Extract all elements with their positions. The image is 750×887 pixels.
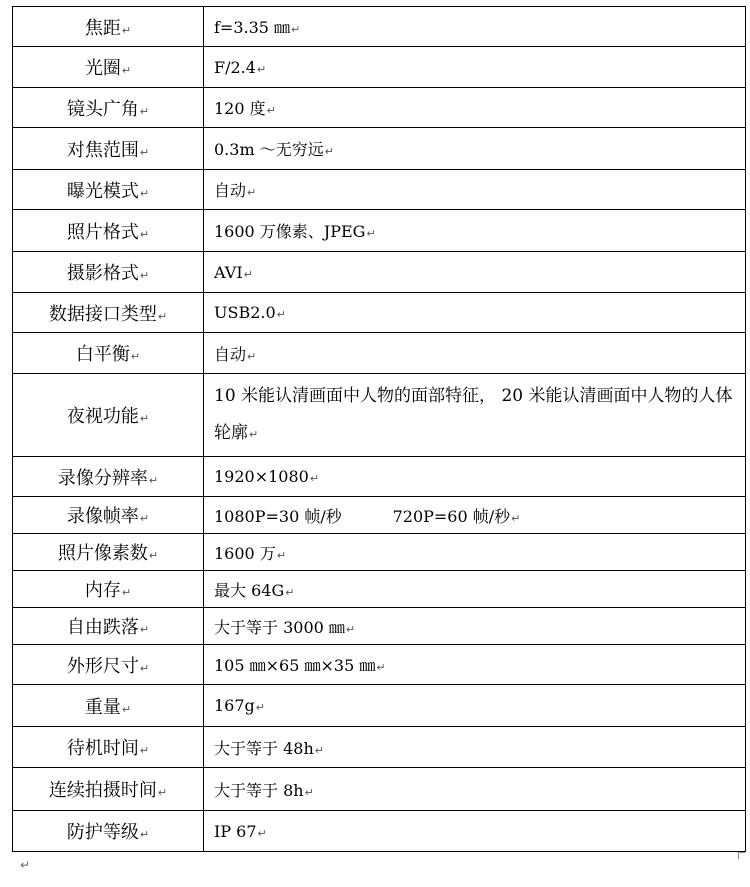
cell-end-mark: ↵ — [139, 186, 150, 200]
cell-end-mark: ↵ — [255, 701, 265, 714]
row-label: 曝光模式 — [66, 180, 139, 202]
table-row — [13, 7, 746, 47]
cell-end-mark: ↵ — [376, 661, 386, 674]
row-value: 1080P=30 帧/秒 720P=60 帧/秒 — [214, 506, 511, 526]
cell-end-mark: ↵ — [121, 702, 132, 716]
row-label-cell — [13, 47, 204, 88]
row-label: 照片像素数 — [57, 543, 148, 564]
cell-end-mark: ↵ — [314, 743, 324, 757]
table-row — [13, 170, 746, 210]
table-row — [13, 88, 746, 128]
row-value-cell — [204, 645, 746, 685]
row-label: 白平衡 — [75, 344, 130, 365]
row-value: 大于等于 3000 ㎜ — [214, 617, 345, 637]
cell-end-mark: ↵ — [345, 622, 356, 636]
row-label: 防护等级 — [66, 822, 139, 843]
cell-end-mark: ↵ — [276, 548, 287, 562]
cell-end-mark: ↵ — [139, 623, 150, 636]
row-label-cell — [13, 210, 204, 252]
row-label-cell — [13, 811, 204, 852]
cell-end-mark: ↵ — [139, 412, 150, 425]
table-row — [13, 293, 746, 333]
row-label-cell — [13, 645, 204, 685]
table-row — [13, 608, 746, 645]
row-label: 待机时间 — [66, 738, 139, 759]
row-label-cell — [13, 727, 204, 768]
row-value: 120 度 — [214, 99, 266, 118]
row-value: F/2.4 — [214, 57, 256, 77]
cell-end-mark: ↵ — [139, 145, 150, 159]
row-label: 对焦范围 — [66, 139, 139, 161]
cell-end-mark: ↵ — [121, 586, 132, 599]
row-label-cell — [13, 608, 204, 645]
cell-end-mark: ↵ — [121, 23, 132, 37]
row-value-cell — [204, 88, 746, 128]
row-value-cell — [204, 685, 746, 727]
paragraph-end-mark: ↵ — [20, 858, 31, 872]
row-label: 连续拍摄时间 — [48, 780, 157, 801]
table-row — [13, 645, 746, 685]
row-value-cell — [204, 252, 746, 293]
margin-corner-mark — [738, 852, 745, 859]
row-label: 内存 — [84, 580, 121, 601]
cell-end-mark: ↵ — [157, 786, 168, 799]
row-value: 1600 万 — [214, 543, 276, 563]
row-label: 光圈 — [84, 58, 121, 79]
row-label-cell — [13, 497, 204, 534]
row-label: 摄影格式 — [66, 263, 139, 284]
cell-end-mark: ↵ — [256, 62, 267, 76]
cell-end-mark: ↵ — [266, 104, 276, 117]
table-row — [13, 210, 746, 252]
table-row — [13, 457, 746, 497]
table-row — [13, 685, 746, 727]
table-row — [13, 333, 746, 374]
row-value: 0.3m ～无穷远 — [214, 140, 324, 159]
cell-end-mark: ↵ — [291, 23, 301, 36]
row-value: 最大 64G — [214, 580, 285, 600]
camera-spec-table — [12, 6, 746, 852]
cell-end-mark: ↵ — [139, 744, 150, 757]
row-value-cell — [204, 47, 746, 88]
row-value: 10 米能认清画面中人物的面部特征， 20 米能认清画面中人物的人体轮廓 — [214, 385, 733, 443]
cell-end-mark: ↵ — [366, 227, 376, 240]
table-row — [13, 252, 746, 293]
row-value-cell — [204, 293, 746, 333]
row-value: 1920×1080 — [214, 467, 309, 486]
row-value-cell — [204, 727, 746, 768]
cell-end-mark: ↵ — [304, 785, 314, 799]
row-label-cell — [13, 88, 204, 128]
table-row — [13, 497, 746, 534]
row-label-cell — [13, 457, 204, 497]
table-row — [13, 47, 746, 88]
row-label: 录像分辨率 — [57, 467, 148, 489]
row-label-cell — [13, 374, 204, 457]
row-value: 1600 万像素、JPEG — [214, 222, 366, 241]
cell-end-mark: ↵ — [121, 64, 132, 77]
row-label-cell — [13, 534, 204, 571]
row-label-cell — [13, 252, 204, 293]
row-label-cell — [13, 333, 204, 374]
row-value-cell — [204, 608, 746, 645]
table-row — [13, 571, 746, 608]
row-label: 自由跌落 — [66, 617, 139, 638]
row-value-cell — [204, 128, 746, 170]
row-value: AVI — [214, 262, 243, 282]
row-value-cell — [204, 210, 746, 252]
row-value: IP 67 — [214, 821, 257, 841]
cell-end-mark: ↵ — [309, 472, 320, 485]
cell-end-mark: ↵ — [247, 186, 257, 199]
row-label-cell — [13, 571, 204, 608]
row-value-cell — [204, 811, 746, 852]
row-value: 大于等于 48h — [214, 738, 314, 758]
row-value: 自动 — [214, 344, 247, 364]
row-label: 照片格式 — [66, 221, 139, 243]
cell-end-mark: ↵ — [249, 427, 259, 441]
row-label-cell — [13, 685, 204, 727]
row-value-cell — [204, 571, 746, 608]
row-label-cell — [13, 768, 204, 811]
cell-end-mark: ↵ — [139, 661, 150, 675]
cell-end-mark: ↵ — [276, 308, 286, 321]
row-value: 167g — [214, 696, 255, 715]
row-label: 重量 — [84, 696, 121, 718]
row-label: 录像帧率 — [66, 506, 139, 527]
row-value-cell — [204, 7, 746, 47]
table-row — [13, 374, 746, 457]
row-label: 数据接口类型 — [48, 303, 157, 325]
row-value: 105 ㎜×65 ㎜×35 ㎜ — [214, 656, 376, 675]
table-row — [13, 534, 746, 571]
table-row — [13, 128, 746, 170]
table-row — [13, 727, 746, 768]
row-label: 镜头广角 — [66, 98, 139, 120]
cell-end-mark: ↵ — [324, 145, 334, 158]
row-label-cell — [13, 128, 204, 170]
cell-end-mark: ↵ — [511, 511, 521, 525]
row-label-cell — [13, 293, 204, 333]
cell-end-mark: ↵ — [257, 826, 267, 840]
table-row — [13, 768, 746, 811]
row-label: 焦距 — [84, 17, 121, 39]
row-value-cell — [204, 534, 746, 571]
row-value: USB2.0 — [214, 303, 276, 322]
row-label-cell — [13, 7, 204, 47]
table-row — [13, 811, 746, 852]
cell-end-mark: ↵ — [148, 473, 159, 487]
row-label-cell — [13, 170, 204, 210]
cell-end-mark: ↵ — [247, 349, 257, 363]
cell-end-mark: ↵ — [243, 267, 253, 281]
cell-end-mark: ↵ — [139, 828, 150, 841]
row-value-cell — [204, 768, 746, 811]
cell-end-mark: ↵ — [130, 350, 141, 363]
row-value-cell — [204, 497, 746, 534]
row-value: 自动 — [214, 181, 247, 200]
cell-end-mark: ↵ — [157, 309, 168, 323]
row-value: f=3.35 ㎜ — [214, 18, 291, 37]
cell-end-mark: ↵ — [139, 227, 150, 241]
cell-end-mark: ↵ — [139, 269, 150, 282]
row-value-cell — [204, 170, 746, 210]
cell-end-mark: ↵ — [139, 512, 150, 525]
cell-end-mark: ↵ — [139, 104, 150, 118]
row-value-cell — [204, 333, 746, 374]
row-value-cell — [204, 457, 746, 497]
row-value-cell — [204, 374, 746, 457]
row-label: 外形尺寸 — [66, 655, 139, 677]
cell-end-mark: ↵ — [148, 549, 159, 562]
row-value: 大于等于 8h — [214, 780, 304, 800]
cell-end-mark: ↵ — [285, 585, 295, 599]
row-label: 夜视功能 — [66, 406, 139, 427]
